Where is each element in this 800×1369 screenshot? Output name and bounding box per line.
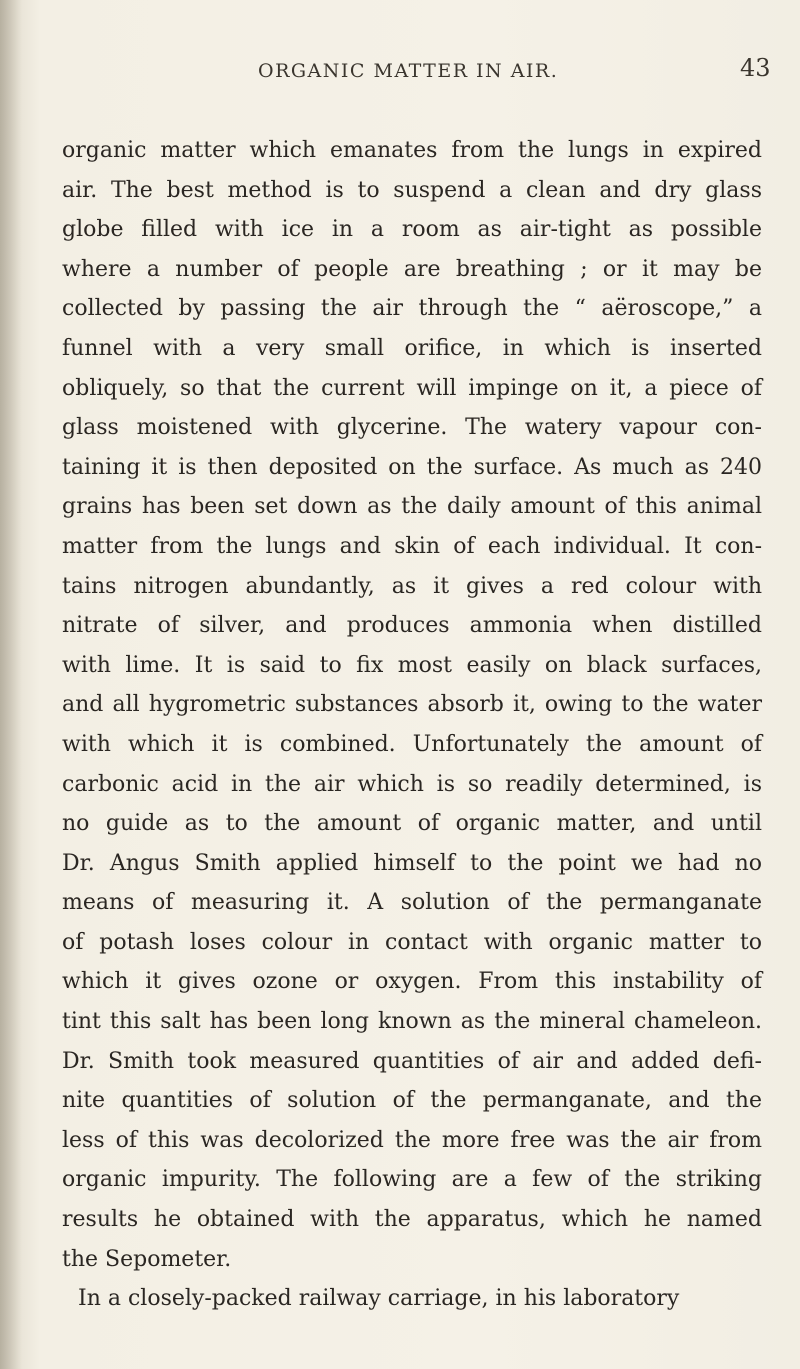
text-line: tint this salt has been long known as the mineral chameleon. (62, 1009, 762, 1035)
text-line: the Sepometer. (62, 1246, 232, 1272)
text-line: taining it is then deposited on the surface. As much as 240 (62, 454, 762, 480)
page-header (0, 52, 800, 92)
text-line: globe filled with ice in a room as air-tight as possible (62, 217, 762, 243)
text-line: funnel with a very small orifice, in which is inserted (62, 335, 762, 361)
text-line: where a number of people are breathing ; or it may be (62, 256, 762, 282)
text-line: air. The best method is to suspend a clean and dry glass (62, 177, 762, 203)
text-line: Dr. Smith took measured quantities of air and added defi- (62, 1048, 762, 1074)
text-line: results he obtained with the apparatus, which he named (62, 1207, 762, 1233)
page-number: 43 (740, 54, 771, 82)
text-line: grains has been set down as the daily amount of this animal (62, 494, 762, 520)
text-line: no guide as to the amount of organic matter, and until (62, 811, 762, 837)
text-line: of potash loses colour in contact with organic matter to (62, 929, 762, 955)
paragraph-start-line: In a closely-packed railway carriage, in his laboratory (78, 1286, 680, 1312)
text-line: carbonic acid in the air which is so readily determined, is (62, 771, 762, 797)
text-line: Dr. Angus Smith applied himself to the point we had no (62, 850, 762, 876)
text-line: with which it is combined. Unfortunately the amount of (62, 731, 762, 757)
text-line: organic impurity. The following are a few of the striking (62, 1167, 762, 1193)
spine-shadow (0, 0, 22, 1369)
text-line: collected by passing the air through the “ aëroscope,” a (62, 296, 762, 322)
text-line: which it gives ozone or oxygen. From this instability of (62, 969, 762, 995)
text-line: glass moistened with glycerine. The watery vapour con- (62, 415, 762, 441)
text-line: tains nitrogen abundantly, as it gives a red colour with (62, 573, 762, 599)
text-line: matter from the lungs and skin of each individual. It con- (62, 533, 762, 559)
text-line: organic matter which emanates from the lungs in expired (62, 138, 762, 163)
text-line: nite quantities of solution of the permanganate, and the (62, 1088, 762, 1114)
text-line: nitrate of silver, and produces ammonia when distilled (62, 613, 762, 639)
text-line: obliquely, so that the current will impinge on it, a piece of (62, 375, 762, 401)
text-line: and all hygrometric substances absorb it, owing to the water (62, 692, 762, 718)
text-line: less of this was decolorized the more free was the air from (62, 1127, 762, 1153)
running-title: ORGANIC MATTER IN AIR. (258, 60, 559, 82)
text-line: means of measuring it. A solution of the permanganate (62, 890, 762, 916)
body-text (62, 131, 762, 1319)
text-line: with lime. It is said to fix most easily on black surfaces, (62, 652, 762, 678)
